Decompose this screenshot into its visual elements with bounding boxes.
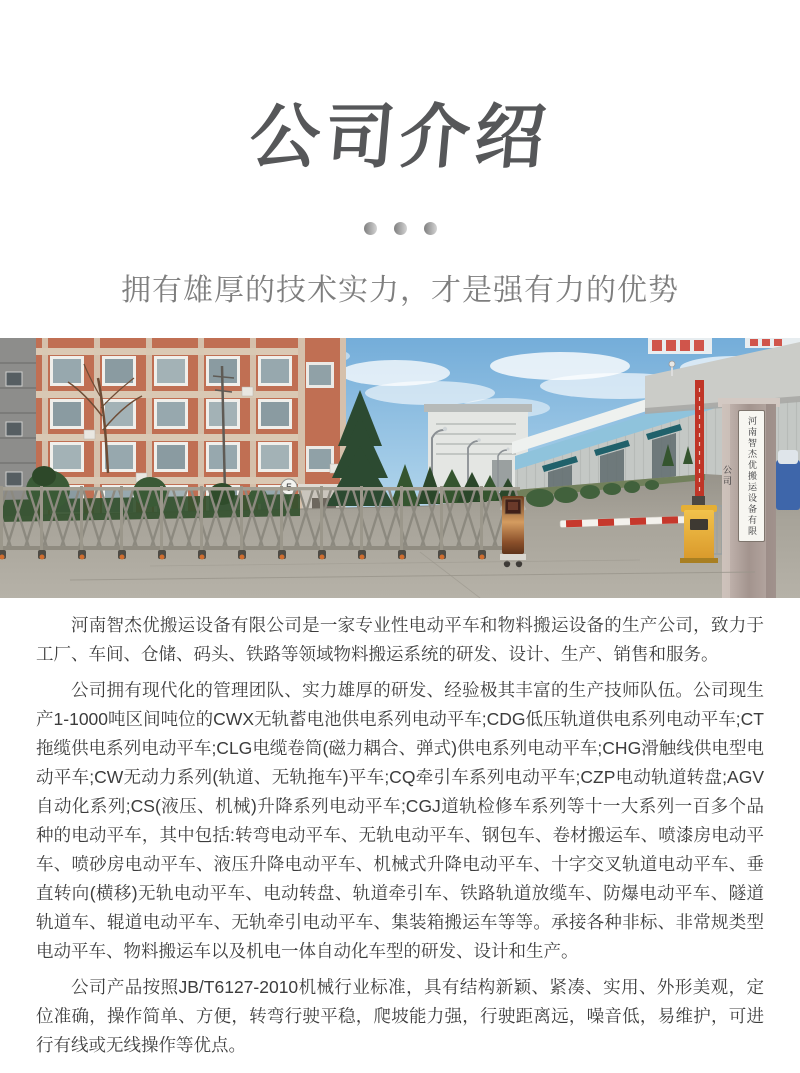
company-photo (0, 338, 800, 598)
dot-icon (364, 222, 377, 235)
page-subtitle: 拥有雄厚的技术实力，才是强有力的优势 (121, 274, 679, 307)
dots-decoration (0, 222, 800, 235)
company-introduction (0, 598, 800, 1073)
intro-paragraph-3: 公司产品按照JB/T6127-2010机械行业标准，具有结构新颖、紧凑、实用、外形美观，定位准确，操作简单、方便，转弯行驶平稳，爬坡能力强，行驶距离远，噪音低，易维护，可进行有线或无线操作等优点。 (36, 977, 764, 1055)
page-title: 公司介绍 (246, 98, 554, 176)
company-sign: 河南智杰优搬运设备有限公司 (738, 410, 765, 542)
car (776, 450, 800, 510)
intro-paragraph-2: 公司拥有现代化的管理团队、实力雄厚的研发、经验极其丰富的生产技师队伍。公司现生产1-1000吨区间吨位的CWX无轨蓄电池供电系列电动平车;CDG低压轨道供电系列电动平车;CT拖缆供电系列电动平车;CLG电缆卷筒(磁力耦合、弹式)供电系列电动平车;CHG滑触线供电型电动平车;CW无动力系列(轨道、无轨拖车)平车;CQ牵引车系列电动平车;CZP电动轨道转盘;AGV自动化系列;CS(液压、机械)升降系列电动平车;CGJ道轨检修车系列等十一大系列一百多个品种的电动平车，其中包括:转弯电动平车、无轨电动平车、钢包车、卷材搬运车、喷漆房电动平车、喷砂房电动平车、液压升降电动平车、机械式升降电动平车、十字交叉轨道电动平车、垂直转向(横移)无轨电动平车、电动转盘、轨道牵引车、铁路轨道放缆车、防爆电动平车、隧道轨道车、辊道电动平车、无轨牵引电动平车、集装箱搬运车等等。承接各种非标、非常规类型电动平车、物料搬运车以及机电一体自动化车型的研发、设计和生产。 (36, 680, 764, 961)
factory-entrance-scene (0, 338, 800, 598)
intro-paragraph-1: 河南智杰优搬运设备有限公司是一家专业性电动平车和物料搬运设备的生产公司，致力于工厂、车间、仓储、码头、铁路等领域物料搬运系统的研发、设计、生产、销售和服务。 (36, 615, 764, 664)
gate-head-unit (500, 496, 526, 567)
dot-icon (394, 222, 407, 235)
hero-section (0, 0, 800, 309)
dot-icon (424, 222, 437, 235)
barrier-post (680, 496, 718, 563)
